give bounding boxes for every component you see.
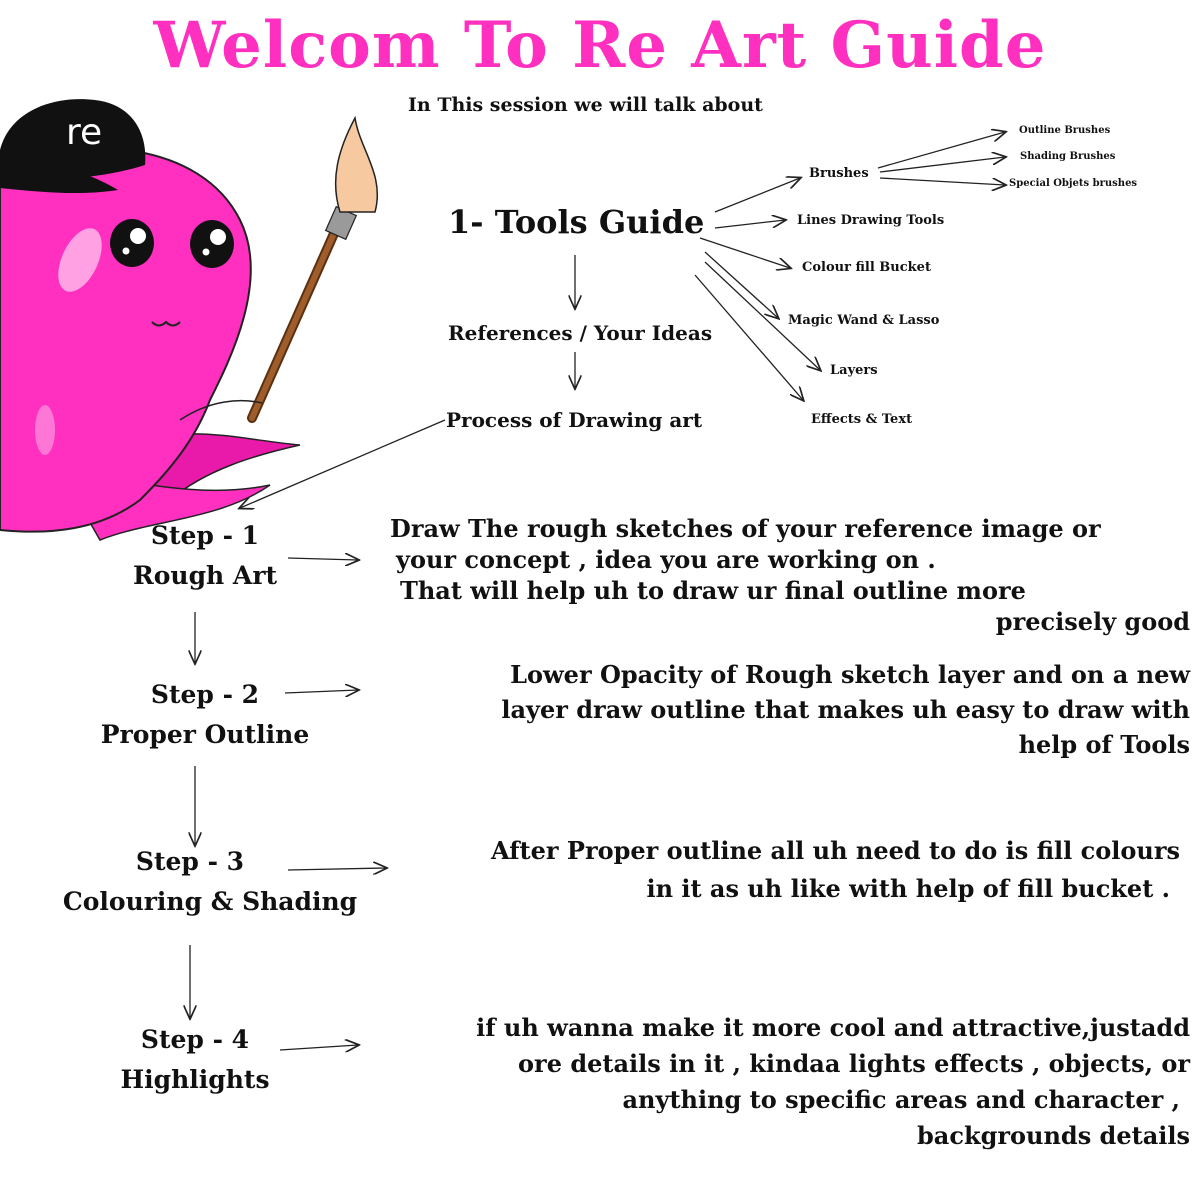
step-3-number: Step - 3 xyxy=(135,847,245,876)
brush-special: Special Objets brushes xyxy=(1009,178,1138,189)
mascot-eye-left xyxy=(110,219,154,267)
step-1-number: Step - 1 xyxy=(150,521,260,550)
step-1-name: Rough Art xyxy=(132,561,278,590)
arrow-brushes-shading xyxy=(880,157,1005,172)
step-2-description: Lower Opacity of Rough sketch layer and on a new layer draw outline that makes uh easy to draw with help of Tools xyxy=(501,660,1190,759)
step-3-description: After Proper outline all uh need to do is fill colours in it as uh like with help of fill bucket . xyxy=(491,836,1180,903)
mascot-eye-right xyxy=(190,220,234,268)
mascot-body xyxy=(0,148,251,532)
step-4-description: if uh wanna make it more cool and attractive,justadd ore details in it , kindaa lights effects , objects, or anything to specific areas and character , backgrounds details xyxy=(476,1013,1190,1150)
step-2-number: Step - 2 xyxy=(150,680,260,709)
page-title: Welcom To Re Art Guide xyxy=(153,8,1047,83)
step-2-name: Proper Outline xyxy=(100,720,310,749)
cap-logo: re xyxy=(66,112,103,153)
step-4-label xyxy=(85,1020,305,1100)
tool-effects-text: Effects & Text xyxy=(811,412,913,427)
tool-brushes: Brushes xyxy=(809,166,869,181)
brush-shading: Shading Brushes xyxy=(1020,151,1116,162)
step-3-label xyxy=(55,842,365,922)
tool-lines-drawing: Lines Drawing Tools xyxy=(797,213,945,228)
tools-guide-heading: 1- Tools Guide xyxy=(448,203,705,241)
arrow-tools-magic xyxy=(705,252,778,318)
step-3-name: Colouring & Shading xyxy=(62,887,358,916)
tool-magic-wand-lasso: Magic Wand & Lasso xyxy=(788,313,940,328)
step-4-name: Highlights xyxy=(120,1065,270,1094)
paintbrush-tip xyxy=(336,118,378,212)
references-ideas: References / Your Ideas xyxy=(448,321,713,345)
step-1-label xyxy=(95,516,315,596)
step-1-description: Draw The rough sketches of your reference image or your concept , idea you are working on . That will help uh to draw ur final outline more precisely good xyxy=(390,514,1190,636)
arrow-tools-brushes xyxy=(715,178,800,212)
arrow-brushes-outline xyxy=(878,132,1005,168)
tool-layers: Layers xyxy=(830,363,878,378)
brush-outline: Outline Brushes xyxy=(1019,125,1111,136)
session-subtitle: In This session we will talk about xyxy=(408,94,763,116)
tool-fill-bucket: Colour fill Bucket xyxy=(802,260,931,275)
process-drawing-art: Process of Drawing art xyxy=(446,408,703,432)
step-2-label xyxy=(80,675,330,755)
arrow-process-step1 xyxy=(240,420,445,508)
arrow-tools-bucket xyxy=(700,238,790,268)
step-4-number: Step - 4 xyxy=(140,1025,250,1054)
arrow-brushes-special xyxy=(880,178,1005,185)
arrow-tools-lines xyxy=(715,220,785,228)
